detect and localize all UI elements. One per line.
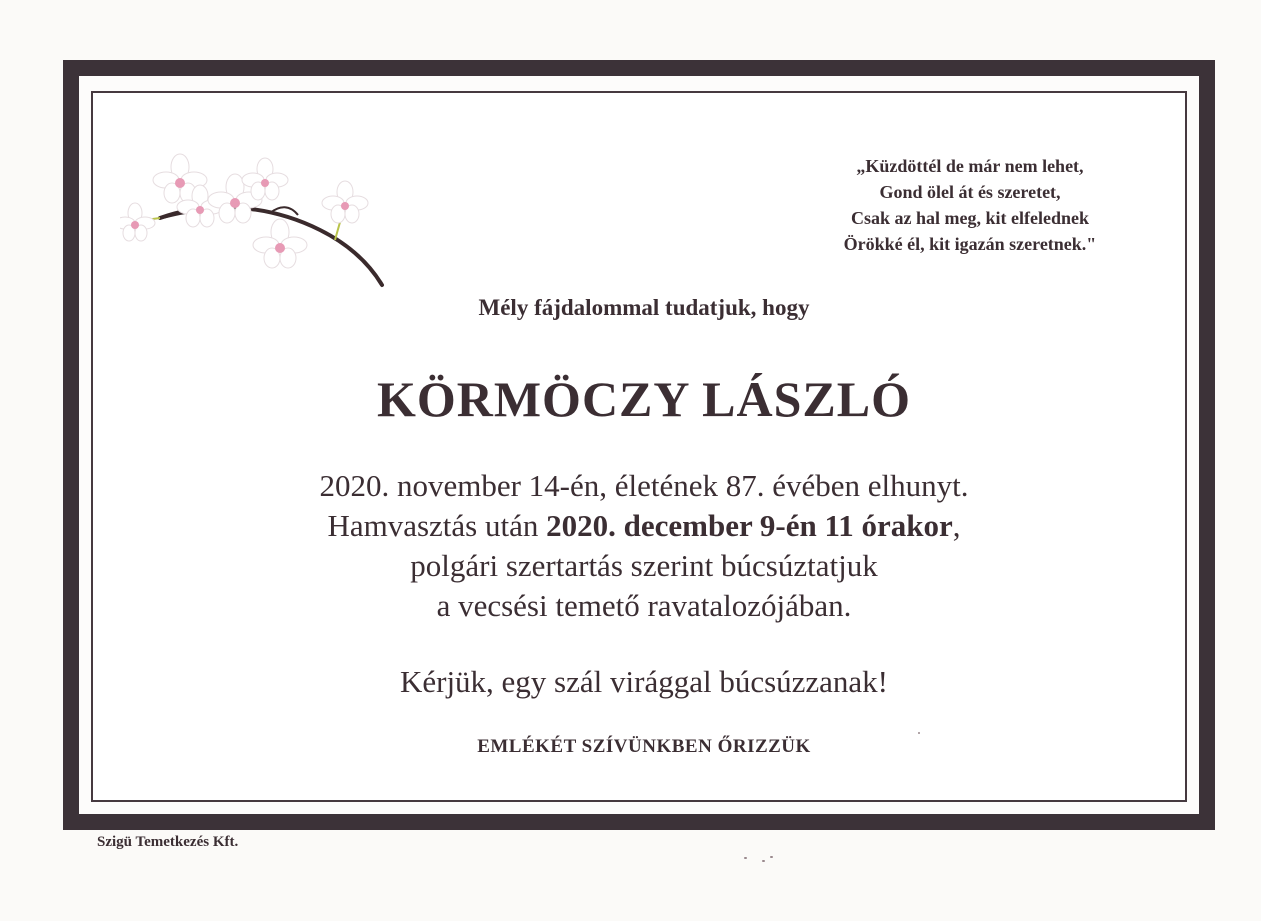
body-line: polgári szertartás szerint búcsúztatjuk [410, 548, 878, 583]
poem-line: „Küzdöttél de már nem lehet, [856, 156, 1084, 176]
poem-line: Gond ölel át és szeretet, [879, 182, 1061, 202]
announcement-body [0, 466, 1261, 626]
poem-line: Csak az hal meg, kit elfelednek [851, 208, 1089, 228]
company-name: Szigü Temetkezés Kft. [97, 834, 239, 850]
flower-request: Kérjük, egy szál virággal búcsúzzanak! [399, 664, 889, 699]
body-line: a vecsési temető ravatalozójában. [436, 588, 852, 623]
announcement-intro: Mély fájdalommal tudatjuk, hogy [478, 295, 810, 320]
scan-speck [770, 856, 773, 858]
deceased-name: KÖRMÖCZY LÁSZLÓ [376, 371, 912, 427]
body-line-suffix: , [952, 508, 961, 543]
body-line: 2020. november 14-én, életének 87. évében elhunyt. [319, 468, 969, 503]
memory-line: EMLÉKÉT SZÍVÜNKBEN ŐRIZZÜK [477, 736, 811, 757]
body-line [0, 506, 1261, 546]
orchid-branch-icon [120, 145, 390, 290]
scan-speck [918, 732, 920, 734]
poem [790, 153, 1150, 257]
scan-speck [744, 857, 747, 859]
ceremony-date: 2020. december 9-én 11 órakor [546, 508, 953, 543]
scan-speck [762, 860, 765, 862]
body-line-prefix: Hamvasztás után [327, 508, 547, 543]
poem-line: Örökké él, kit igazán szeretnek." [843, 234, 1097, 254]
